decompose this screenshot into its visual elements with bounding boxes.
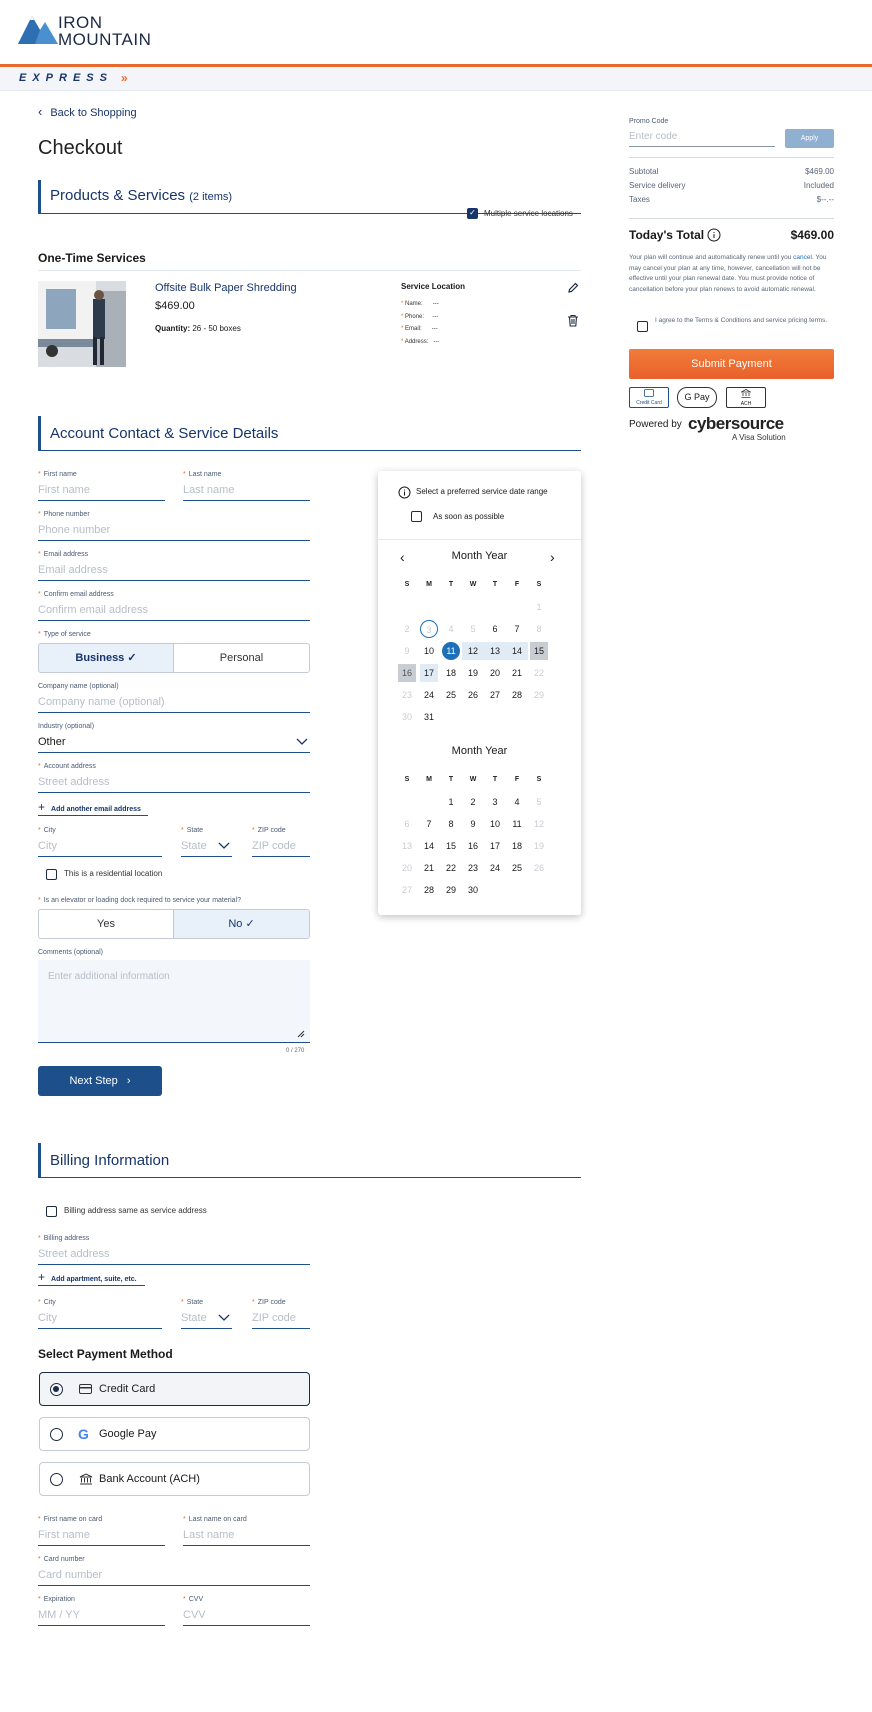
weekday-label: T	[448, 776, 454, 783]
calendar-day[interactable]: 5	[470, 624, 476, 634]
radio-unselected	[50, 1473, 63, 1486]
calendar-day[interactable]: 1	[536, 602, 542, 612]
site-header	[0, 0, 872, 64]
calendar-day[interactable]: 16	[467, 841, 478, 851]
promo-input[interactable]: Enter code	[629, 120, 775, 147]
ach-badge: ACH	[726, 387, 766, 408]
calendar-day[interactable]: 10	[489, 819, 500, 829]
products-title: Products & Services (2 items)	[50, 187, 233, 204]
phone-input[interactable]: Phone number	[38, 513, 310, 541]
city-input[interactable]: City	[38, 829, 162, 857]
calendar-day[interactable]: 12	[462, 642, 484, 660]
asap-label: As soon as possible	[433, 512, 505, 521]
weekday-label: F	[514, 581, 520, 588]
calendar-day[interactable]: 24	[423, 690, 434, 700]
weekday-label: S	[536, 776, 542, 783]
calendar-day[interactable]: 4	[514, 797, 520, 807]
qty-label: Quantity:	[155, 324, 191, 333]
cancel-link[interactable]: cancel	[793, 254, 812, 261]
calendar-day[interactable]: 6	[492, 624, 498, 634]
calendar-day[interactable]: 8	[536, 624, 542, 634]
agree-checkbox[interactable]	[637, 321, 648, 332]
phone-label: * Phone number	[38, 511, 90, 518]
weekday-label: S	[404, 776, 410, 783]
bank-icon	[741, 389, 751, 398]
plus-icon: +	[38, 1270, 46, 1284]
weekday-label: T	[492, 581, 498, 588]
item-price: $469.00	[155, 300, 195, 312]
card-last-name-label: * Last name on card	[183, 1516, 247, 1523]
next-step-button[interactable]: Next Step ›	[38, 1066, 162, 1096]
card-number-input[interactable]: Card number	[38, 1558, 310, 1586]
summary-row	[629, 167, 834, 181]
char-counter: 0 / 270	[286, 1048, 305, 1054]
summary-row	[629, 195, 834, 209]
divider	[629, 157, 834, 158]
calendar-day[interactable]: 15	[445, 841, 456, 851]
calendar-day[interactable]: 26	[467, 690, 478, 700]
calendar-day[interactable]: 22	[445, 863, 456, 873]
yes-toggle[interactable]: Yes	[38, 909, 174, 939]
calendar-day[interactable]: 13	[401, 841, 412, 851]
calendar-day[interactable]: 12	[533, 819, 544, 829]
calendar-day[interactable]: 20	[489, 668, 500, 678]
residential-label: This is a residential location	[64, 869, 163, 878]
calendar-day[interactable]: 26	[533, 863, 544, 873]
first-name-input[interactable]: First name	[38, 473, 165, 501]
business-toggle[interactable]: Business ✓	[38, 643, 174, 673]
calendar-day[interactable]: 21	[511, 668, 522, 678]
cvv-label: * CVV	[183, 1596, 204, 1603]
check-icon: ✓	[127, 652, 137, 664]
company-label: Company name (optional)	[38, 683, 119, 690]
weekday-label: W	[469, 581, 477, 588]
credit-card-icon	[79, 1384, 92, 1394]
qty-value: 26 - 50 boxes	[192, 324, 241, 333]
billing-state-label: * State	[181, 1299, 204, 1306]
calendar-day[interactable]: 24	[489, 863, 500, 873]
express-label: EXPRESS	[19, 72, 113, 84]
calendar-day[interactable]: 23	[401, 690, 412, 700]
weekday-label: S	[404, 581, 410, 588]
cybersource-logo: cybersource	[688, 414, 784, 433]
calendar-day[interactable]: 27	[489, 690, 500, 700]
state-select[interactable]: State	[181, 829, 232, 857]
calendar-day[interactable]: 3	[420, 620, 438, 638]
mountain-logo-icon[interactable]	[18, 12, 58, 44]
radio-selected	[50, 1383, 63, 1396]
edit-pencil-icon[interactable]	[567, 282, 579, 294]
summary-rows	[629, 167, 834, 209]
chevron-right-icon: ›	[126, 1075, 131, 1087]
summary-row	[629, 181, 834, 195]
calendar-day[interactable]: 14	[506, 642, 528, 660]
personal-toggle[interactable]: Personal	[174, 643, 310, 673]
calendar-day[interactable]: 3	[492, 797, 498, 807]
calendar-day[interactable]: 25	[511, 863, 522, 873]
apply-button[interactable]: Apply	[785, 129, 834, 148]
calendar-day[interactable]: 9	[404, 646, 410, 656]
email-input[interactable]: Email address	[38, 553, 310, 581]
todays-total-label: Today's Total	[629, 228, 705, 242]
page-title: Checkout	[38, 137, 123, 159]
next-month-icon[interactable]: ›	[550, 549, 555, 565]
express-bar	[0, 67, 872, 91]
billing-section-header	[38, 1143, 581, 1178]
account-address-label: * Account address	[38, 763, 96, 770]
weekday-label: M	[426, 776, 432, 783]
date-range-label: Select a preferred service date range	[416, 487, 548, 496]
billing-zip-input[interactable]: ZIP code	[252, 1301, 310, 1329]
cvv-input[interactable]: CVV	[183, 1598, 310, 1626]
back-to-shopping-link[interactable]	[38, 104, 137, 119]
calendar-day[interactable]: 29	[533, 690, 544, 700]
divider	[38, 270, 581, 271]
weekday-label: S	[536, 581, 542, 588]
summary-row-value: $--.--	[816, 195, 834, 204]
credit-card-option[interactable]: Credit Card	[39, 1372, 310, 1406]
calendar-day[interactable]: 28	[423, 885, 434, 895]
industry-select[interactable]: Other	[38, 725, 310, 753]
back-label: Back to Shopping	[50, 107, 137, 119]
billing-title: Billing Information	[50, 1152, 170, 1169]
calendar-day[interactable]: 19	[467, 668, 478, 678]
multiple-locations-checkbox[interactable]: ✓	[467, 208, 478, 219]
calendar-day[interactable]: 31	[423, 712, 434, 722]
company-input[interactable]: Company name (optional)	[38, 685, 310, 713]
calendar-day[interactable]: 22	[533, 668, 544, 678]
calendar-day[interactable]: 17	[420, 664, 438, 682]
plus-icon: +	[38, 800, 46, 814]
promo-label: Promo Code	[629, 118, 669, 125]
express-chevrons: »	[121, 71, 128, 85]
comments-textarea[interactable]: Enter additional information	[38, 960, 310, 1043]
calendar-day[interactable]: 17	[489, 841, 500, 851]
submit-payment-button[interactable]: Submit Payment	[629, 349, 834, 379]
calendar-day[interactable]: 11	[442, 642, 460, 660]
calendar-day[interactable]: 11	[512, 819, 522, 829]
chevron-down-icon	[218, 842, 230, 850]
account-section-header	[38, 416, 581, 451]
agree-label: I agree to the Terms & Conditions and service pricing terms.	[655, 317, 828, 324]
calendar-day[interactable]: 23	[467, 863, 478, 873]
bank-account-option[interactable]: Bank Account (ACH)	[39, 1462, 310, 1496]
calendar-day[interactable]: 4	[448, 624, 454, 634]
city-label: * City	[38, 827, 56, 834]
calendar-popup	[378, 471, 581, 915]
calendar-day[interactable]: 8	[448, 819, 454, 829]
billing-city-input[interactable]: City	[38, 1301, 162, 1329]
residential-checkbox[interactable]	[46, 869, 57, 880]
card-number-label: * Card number	[38, 1556, 85, 1563]
calendar-day[interactable]: 18	[445, 668, 456, 678]
account-title: Account Contact & Service Details	[50, 425, 279, 442]
calendar-day[interactable]: 7	[514, 624, 520, 634]
calendar-day[interactable]: 15	[530, 642, 548, 660]
resize-handle-icon[interactable]	[297, 1030, 305, 1038]
info-icon[interactable]	[707, 228, 721, 242]
calendar-day[interactable]: 2	[404, 624, 410, 634]
month-1-title: Month Year	[451, 550, 508, 562]
brand-line2: MOUNTAIN	[58, 30, 152, 49]
billing-city-label: * City	[38, 1299, 56, 1306]
summary-row-value: Included	[803, 181, 834, 190]
calendar-day[interactable]: 30	[467, 885, 478, 895]
no-toggle[interactable]: No ✓	[174, 909, 310, 939]
summary-row-value: $469.00	[805, 167, 834, 176]
divider	[378, 539, 581, 540]
item-name[interactable]: Offsite Bulk Paper Shredding	[155, 282, 297, 294]
billing-same-label: Billing address same as service address	[64, 1206, 207, 1215]
credit-card-icon	[644, 389, 654, 397]
info-icon	[398, 486, 411, 499]
calendar-day[interactable]: 6	[404, 819, 410, 829]
type-of-service-label: * Type of service	[38, 631, 91, 638]
calendar-day[interactable]: 7	[426, 819, 432, 829]
billing-address-label: * Billing address	[38, 1235, 90, 1242]
calendar-day[interactable]: 27	[401, 885, 412, 895]
card-first-name-label: * First name on card	[38, 1516, 103, 1523]
one-time-services-heading: One-Time Services	[38, 251, 146, 265]
weekday-label: F	[514, 776, 520, 783]
summary-row-label: Taxes	[629, 195, 650, 204]
weekday-label: M	[426, 581, 432, 588]
trash-icon[interactable]	[567, 314, 579, 327]
prev-month-icon[interactable]: ‹	[400, 549, 405, 565]
billing-address-input[interactable]: Street address	[38, 1237, 310, 1265]
calendar-day[interactable]: 10	[423, 646, 434, 656]
calendar-day[interactable]: 13	[484, 642, 506, 660]
calendar-day[interactable]: 25	[445, 690, 456, 700]
add-apartment-button[interactable]: + Add apartment, suite, etc.	[38, 1270, 145, 1286]
calendar-day[interactable]: 18	[511, 841, 522, 851]
google-g-icon: G	[78, 1426, 89, 1442]
confirm-email-label: * Confirm email address	[38, 591, 114, 598]
zip-input[interactable]: ZIP code	[252, 829, 310, 857]
confirm-email-input[interactable]: Confirm email address	[38, 593, 310, 621]
weekday-label: T	[492, 776, 498, 783]
weekday-label: W	[469, 776, 477, 783]
google-pay-option[interactable]: G Google Pay	[39, 1417, 310, 1451]
comments-label: Comments (optional)	[38, 949, 103, 956]
card-first-name-input[interactable]: First name	[38, 1518, 165, 1546]
calendar-day[interactable]: 20	[401, 863, 412, 873]
weekday-label: T	[448, 581, 454, 588]
multiple-locations-label: Multiple service locations	[484, 209, 573, 218]
elevator-question: * Is an elevator or loading dock required to service your material?	[38, 897, 242, 904]
billing-same-checkbox[interactable]	[46, 1206, 57, 1217]
calendar-day[interactable]: 21	[423, 863, 434, 873]
expiration-input[interactable]: MM / YY	[38, 1598, 165, 1626]
add-email-button[interactable]: + Add another email address	[38, 800, 148, 816]
calendar-day[interactable]: 30	[401, 712, 412, 722]
industry-label: Industry (optional)	[38, 723, 95, 730]
calendar-day[interactable]: 9	[470, 819, 476, 829]
expiration-label: * Expiration	[38, 1596, 75, 1603]
credit-card-method-badge: Credit Card	[629, 387, 669, 408]
last-name-label: * Last name	[183, 471, 222, 478]
shredding-truck-image	[38, 281, 126, 367]
visa-solution-label: A Visa Solution	[732, 433, 786, 442]
email-label: * Email address	[38, 551, 89, 558]
divider	[629, 218, 834, 219]
calendar-day[interactable]: 1	[448, 797, 454, 807]
chevron-left-icon: ‹	[38, 104, 43, 119]
first-name-label: * First name	[38, 471, 77, 478]
calendar-day[interactable]: 29	[445, 885, 456, 895]
chevron-down-icon	[296, 738, 308, 746]
bank-icon	[79, 1473, 93, 1485]
billing-state-select[interactable]: State	[181, 1301, 232, 1329]
calendar-day[interactable]: 19	[533, 841, 544, 851]
chevron-down-icon	[218, 1314, 230, 1322]
radio-unselected	[50, 1428, 63, 1441]
calendar-day[interactable]: 14	[423, 841, 434, 851]
calendar-day[interactable]: 28	[511, 690, 522, 700]
calendar-day[interactable]: 16	[398, 664, 416, 682]
renewal-terms: Your plan will continue and automatically renew until you cancel. You may cancel your plan at any time, however, cancellation will not be effective until your plan renewal date. You must provide notice of cancellation before your plan renews to avoid automatic renewal.	[629, 254, 827, 293]
card-last-name-input[interactable]: Last name	[183, 1518, 310, 1546]
calendar-day[interactable]: 5	[536, 797, 542, 807]
last-name-input[interactable]: Last name	[183, 473, 310, 501]
item-quantity	[155, 324, 241, 333]
calendar-day[interactable]: 2	[470, 797, 476, 807]
account-address-input[interactable]: Street address	[38, 765, 310, 793]
month-2-title: Month Year	[451, 745, 508, 757]
google-pay-badge: G Pay	[677, 387, 717, 408]
service-location-fields: * Name: --- * Phone: --- * Email: --- * Address: ---	[401, 301, 440, 345]
zip-label: * ZIP code	[252, 827, 286, 834]
check-icon: ✓	[245, 918, 255, 930]
service-location-title: Service Location	[401, 282, 466, 291]
payment-method-heading: Select Payment Method	[38, 1347, 173, 1361]
todays-total-value: $469.00	[790, 228, 834, 242]
state-label: * State	[181, 827, 204, 834]
summary-row-label: Service delivery	[629, 181, 686, 190]
powered-by-label: Powered by	[629, 419, 682, 430]
asap-checkbox[interactable]	[411, 511, 422, 522]
brand-line1: IRON	[58, 13, 103, 32]
summary-row-label: Subtotal	[629, 167, 659, 176]
billing-zip-label: * ZIP code	[252, 1299, 286, 1306]
